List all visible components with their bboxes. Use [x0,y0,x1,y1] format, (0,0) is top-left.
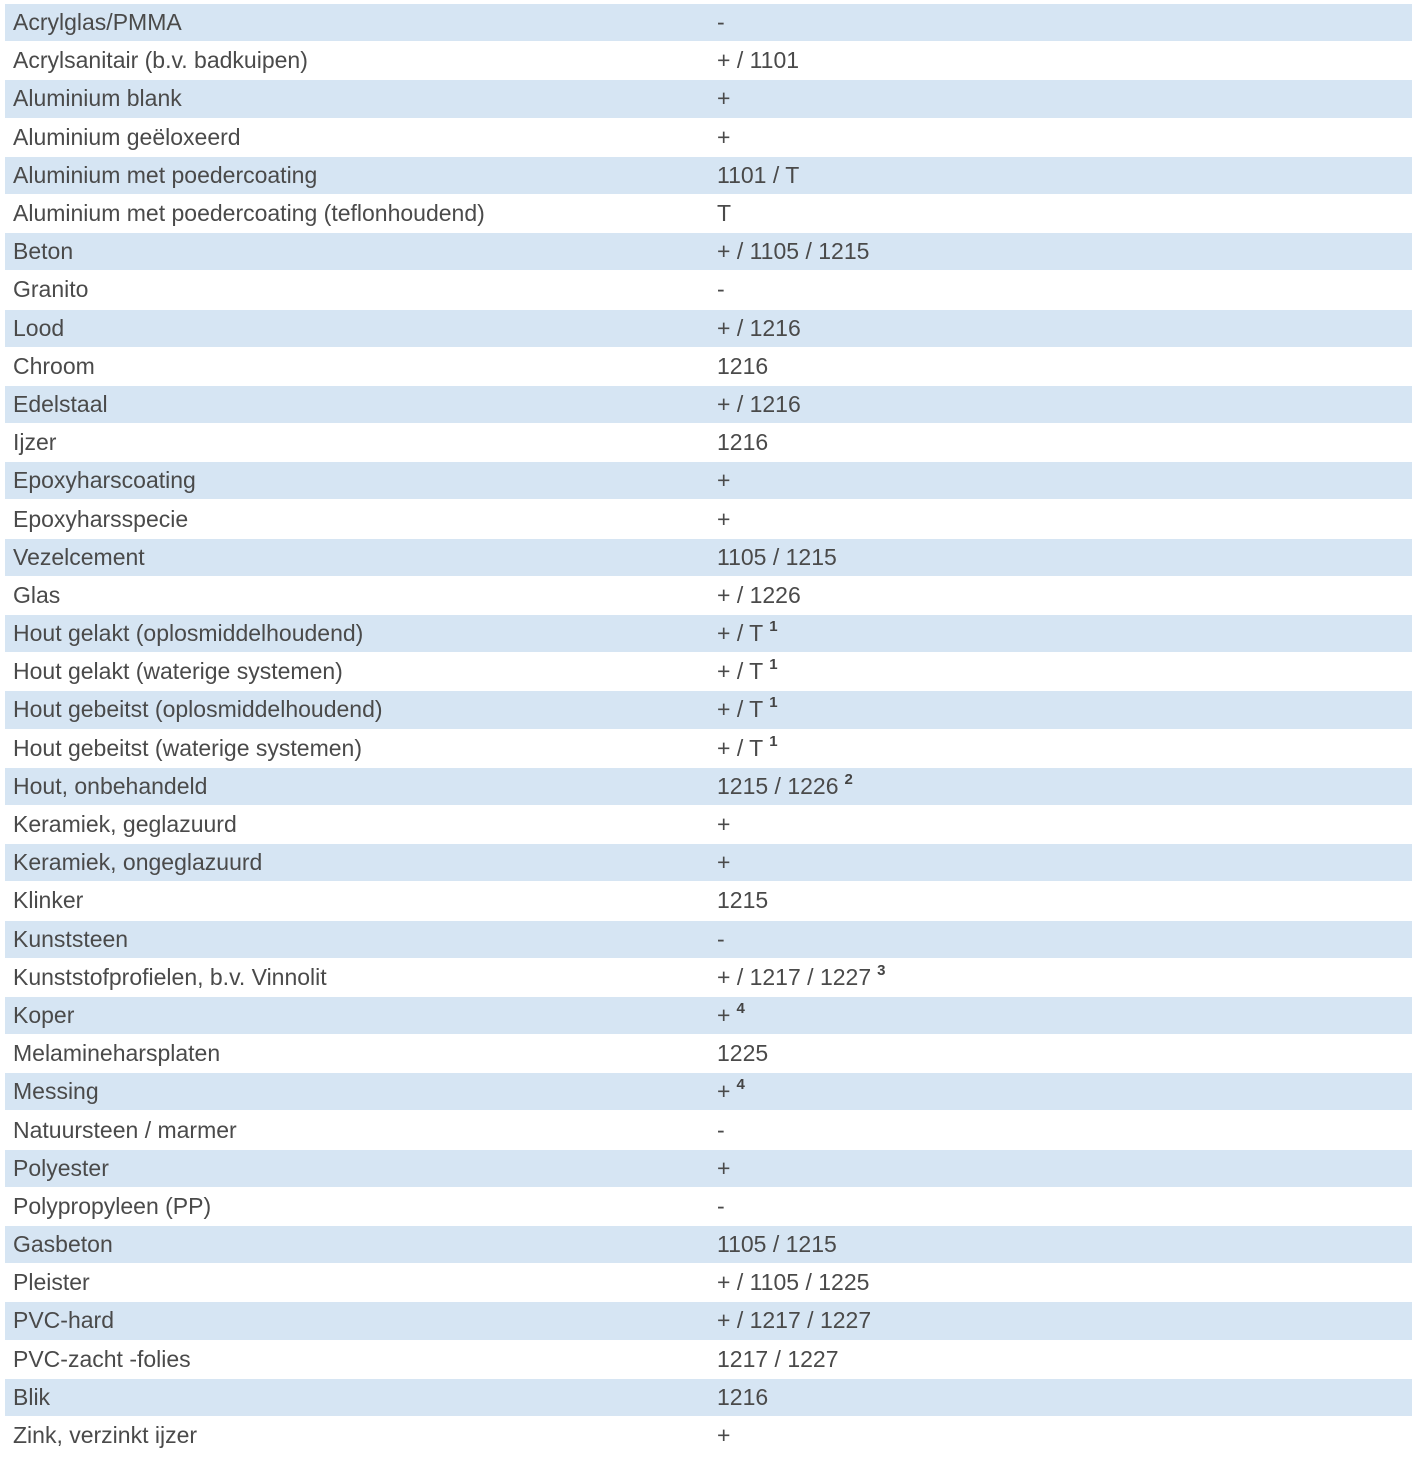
table-row [5,4,1412,42]
material-name: Zink, verzinkt ijzer [13,1422,198,1449]
material-name: Lood [13,314,65,341]
value-text: 1101 / T [717,161,800,188]
value-wrapper [717,1078,745,1105]
table-row [5,310,1412,348]
table-row [5,195,1412,233]
suitability-value [717,1226,837,1263]
value-wrapper [717,887,768,914]
table-row [5,119,1412,157]
value-text: 1216 [717,1383,769,1410]
material-name: Hout gelakt (waterige systemen) [13,658,343,685]
suitability-value [717,271,725,308]
suitability-value [717,615,778,652]
value-text: + / 1216 [717,390,801,417]
suitability-value [717,539,837,576]
value-wrapper [717,582,801,609]
suitability-value [717,348,768,385]
suitability-value [717,386,801,423]
value-wrapper [717,506,730,533]
material-name: Hout, onbehandeld [13,772,208,799]
material-name: Epoxyharscoating [13,467,196,494]
value-text: + / 1217 / 1227 [717,1307,872,1334]
suitability-value [717,691,778,728]
value-text: 1215 [717,887,769,914]
table-row [5,921,1412,959]
value-text: + / 1105 / 1215 [717,238,870,265]
value-text: - [717,925,725,952]
material-name: Aluminium met poedercoating (teflonhoudend) [13,200,485,227]
material-name: Pleister [13,1269,90,1296]
table-row [5,1379,1412,1417]
suitability-value [717,1035,768,1072]
value-wrapper [717,811,730,838]
value-text: + [717,849,731,876]
table-row [5,577,1412,615]
value-wrapper [717,696,778,723]
table-row [5,1264,1412,1302]
value-text: + / 1226 [717,581,801,608]
material-name: Hout gelakt (oplosmiddelhoudend) [13,620,364,647]
suitability-value [717,500,730,537]
material-name: Chroom [13,352,95,379]
value-text: 1216 [717,352,769,379]
value-text: - [717,1116,725,1143]
value-wrapper [717,9,725,36]
value-wrapper [717,467,730,494]
value-wrapper [717,1384,768,1411]
value-text: + [717,1154,731,1181]
material-compatibility-table [5,4,1412,1455]
value-text: 1105 / 1215 [717,543,837,570]
suitability-value [717,233,869,270]
suitability-value [717,1341,839,1378]
material-name: Kunststofprofielen, b.v. Vinnolit [13,963,327,990]
value-wrapper [717,1193,725,1220]
value-text: + / 1105 / 1225 [717,1269,870,1296]
value-wrapper [717,429,768,456]
value-wrapper [717,999,745,1029]
material-name: Aluminium blank [13,85,182,112]
value-text: + / T [717,658,764,685]
material-name: Hout gebeitst (waterige systemen) [13,734,362,761]
suitability-value [717,921,725,958]
suitability-value [717,4,725,41]
material-name: Koper [13,1001,75,1028]
value-wrapper [717,124,730,151]
material-name: Keramiek, geglazuurd [13,811,237,838]
value-wrapper [717,961,886,991]
value-text: 1225 [717,1040,769,1067]
value-wrapper [717,732,778,762]
value-wrapper [717,620,778,647]
value-text: + [717,1078,731,1105]
value-text: + [717,123,731,150]
value-wrapper [717,85,730,112]
value-text: + / T [717,734,764,761]
material-name: Beton [13,238,74,265]
table-row [5,691,1412,729]
suitability-value [717,119,730,156]
value-wrapper [717,849,730,876]
material-name: Keramiek, ongeglazuurd [13,849,263,876]
material-name: Edelstaal [13,390,108,417]
table-row [5,882,1412,920]
suitability-value [717,1111,725,1148]
material-name: Messing [13,1078,99,1105]
suitability-value [717,157,799,194]
value-text: + [717,811,731,838]
footnote-marker: 1 [769,732,778,750]
table-row [5,348,1412,386]
material-name: Aluminium met poedercoating [13,161,318,188]
value-text: + [717,467,731,494]
table-row [5,997,1412,1035]
material-name: Vezelcement [13,543,145,570]
table-row [5,1150,1412,1188]
suitability-value [717,1379,768,1416]
suitability-value [717,1264,869,1301]
suitability-value [717,806,730,843]
table-row [5,1111,1412,1149]
value-wrapper [717,1155,730,1182]
value-wrapper [717,1422,730,1449]
table-row [5,768,1412,806]
material-name: Blik [13,1383,51,1410]
value-wrapper [717,1307,871,1334]
table-row [5,500,1412,538]
value-wrapper [717,162,799,189]
table-row [5,1417,1412,1455]
value-text: + / T [717,620,764,647]
value-wrapper [717,47,799,74]
material-name: Natuursteen / marmer [13,1116,237,1143]
suitability-value [717,1073,745,1110]
table-row [5,539,1412,577]
value-text: 1215 / 1226 [717,772,839,799]
value-wrapper [717,238,869,265]
suitability-value [717,730,778,767]
suitability-value [717,1302,871,1339]
footnote-marker: 1 [769,656,778,674]
material-name: Melamineharsplaten [13,1040,221,1067]
value-text: + [717,85,731,112]
value-wrapper [717,353,768,380]
table-row [5,615,1412,653]
table-row [5,233,1412,271]
table-row [5,1226,1412,1264]
value-text: + [717,1001,731,1028]
material-name: Gasbeton [13,1231,113,1258]
suitability-value [717,997,745,1034]
table-row [5,653,1412,691]
value-wrapper [717,1231,837,1258]
value-wrapper [717,315,801,342]
material-name: Kunststeen [13,925,129,952]
suitability-value [717,844,730,881]
value-wrapper [717,276,725,303]
table-row [5,1341,1412,1379]
value-wrapper [717,1040,768,1067]
value-wrapper [717,1269,869,1296]
value-text: - [717,276,725,303]
material-name: Ijzer [13,429,57,456]
suitability-value [717,310,801,347]
footnote-marker: 3 [877,961,886,979]
footnote-marker: 1 [769,618,778,636]
table-row [5,959,1412,997]
footnote-marker: 4 [736,999,745,1017]
suitability-value [717,42,799,79]
value-wrapper [717,544,837,571]
footnote-marker: 1 [769,694,778,712]
value-text: 1105 / 1215 [717,1231,837,1258]
table-row [5,1188,1412,1226]
value-wrapper [717,200,731,227]
value-text: + [717,1422,731,1449]
suitability-value [717,424,768,461]
value-wrapper [717,770,853,800]
value-text: + [717,505,731,532]
table-row [5,1302,1412,1340]
table-row [5,80,1412,118]
material-name: PVC-zacht -folies [13,1345,191,1372]
table-row [5,730,1412,768]
material-name: Aluminium geëloxeerd [13,123,241,150]
table-row [5,271,1412,309]
value-text: + / 1101 [717,47,800,74]
material-name: Glas [13,581,61,608]
value-text: 1217 / 1227 [717,1345,839,1372]
suitability-value [717,80,730,117]
material-name: Klinker [13,887,84,914]
suitability-value [717,462,730,499]
value-wrapper [717,926,725,953]
material-name: Acrylglas/PMMA [13,9,182,36]
material-name: Epoxyharsspecie [13,505,189,532]
table-row [5,42,1412,80]
value-wrapper [717,658,778,685]
table-row [5,844,1412,882]
suitability-value [717,768,853,805]
value-text: + / 1216 [717,314,801,341]
material-name: Granito [13,276,89,303]
value-text: - [717,1192,725,1219]
value-text: + / T [717,696,764,723]
material-name: Hout gebeitst (oplosmiddelhoudend) [13,696,383,723]
material-name: Polypropyleen (PP) [13,1192,212,1219]
table-row [5,806,1412,844]
footnote-marker: 2 [844,770,853,788]
suitability-value [717,1150,730,1187]
material-name: Acrylsanitair (b.v. badkuipen) [13,47,308,74]
table-row [5,424,1412,462]
suitability-value [717,1417,730,1454]
table-row [5,1073,1412,1111]
material-name: Polyester [13,1154,109,1181]
table-row [5,386,1412,424]
suitability-value [717,653,778,690]
suitability-value [717,959,885,996]
value-wrapper [717,1346,839,1373]
value-wrapper [717,1117,725,1144]
table-row [5,462,1412,500]
table-row [5,1035,1412,1073]
value-text: 1216 [717,429,769,456]
suitability-value [717,1188,725,1225]
suitability-value [717,195,731,232]
material-name: PVC-hard [13,1307,114,1334]
suitability-value [717,577,801,614]
value-wrapper [717,391,801,418]
value-text: T [717,200,732,227]
footnote-marker: 4 [736,1076,745,1094]
value-text: + / 1217 / 1227 [717,963,872,990]
value-text: - [717,9,725,36]
suitability-value [717,882,768,919]
table-row [5,157,1412,195]
